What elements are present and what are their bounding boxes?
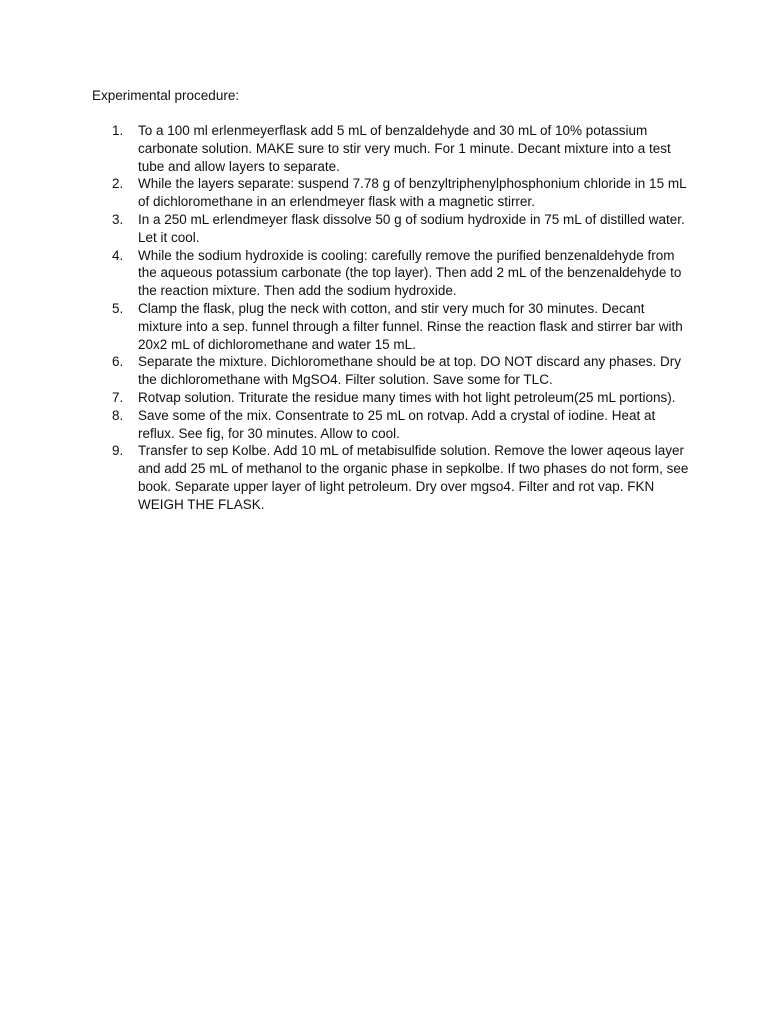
step-number: 3.: [112, 211, 124, 227]
procedure-step: [92, 442, 692, 513]
procedure-step: [92, 407, 692, 443]
step-number: 9.: [112, 443, 124, 459]
procedure-step: [92, 389, 692, 407]
step-text: To a 100 ml erlenmeyerflask add 5 mL of benzaldehyde and 30 mL of 10% potassium carbonate solution. MAKE sure to stir very much. For 1 minute. Decant mixture into a test tube and allow layers to separate.: [138, 123, 671, 174]
procedure-step: [92, 247, 692, 300]
step-number: 5.: [112, 300, 124, 316]
step-text: Save some of the mix. Consentrate to 25 mL on rotvap. Add a crystal of iodine. Heat at reflux. See fig, for 30 minutes. Allow to cool.: [138, 407, 656, 441]
step-text: While the sodium hydroxide is cooling: carefully remove the purified benzenaldehyde from the aqueous potassium carbonate (the top layer). Then add 2 mL of the benzenaldehyde to the reaction mixture. Then add the sodium hydroxide.: [138, 247, 682, 299]
procedure-step: [92, 122, 692, 175]
procedure-step: [92, 300, 692, 353]
step-text: Clamp the flask, plug the neck with cotton, and stir very much for 30 minutes. Decant mixture into a sep. funnel through a filter funnel. Rinse the reaction flask and stirrer bar with 20x2 mL of dichloromethane and water 15 mL.: [138, 300, 683, 352]
step-text: In a 250 mL erlendmeyer flask dissolve 50 g of sodium hydroxide in 75 mL of distilled water. Let it cool.: [138, 211, 685, 245]
step-text: Transfer to sep Kolbe. Add 10 mL of metabisulfide solution. Remove the lower aqeous layer and add 25 mL of methanol to the organic phase in sepkolbe. If two phases do not form, see book. Separate upper layer of light petroleum. Dry over mgso4. Filter and rot vap. FKN WEIGH THE FLASK.: [138, 443, 689, 512]
procedure-step: [92, 175, 692, 211]
step-text: Rotvap solution. Triturate the residue many times with hot light petroleum(25 mL portions).: [138, 389, 676, 405]
procedure-step: [92, 211, 692, 247]
step-number: 4.: [112, 247, 124, 263]
procedure-step: [92, 353, 692, 389]
step-number: 2.: [112, 176, 124, 192]
procedure-steps-list: [92, 122, 692, 514]
step-number: 8.: [112, 407, 124, 423]
procedure-heading: Experimental procedure:: [92, 88, 240, 103]
step-number: 6.: [112, 354, 124, 370]
step-text: Separate the mixture. Dichloromethane should be at top. DO NOT discard any phases. Dry the dichloromethane with MgSO4. Filter solution. Save some for TLC.: [138, 354, 682, 388]
step-text: While the layers separate: suspend 7.78 g of benzyltriphenylphosphonium chloride in 15 mL of dichloromethane in an erlendmeyer flask with a magnetic stirrer.: [138, 176, 687, 210]
step-number: 7.: [112, 389, 124, 405]
step-number: 1.: [112, 123, 124, 138]
